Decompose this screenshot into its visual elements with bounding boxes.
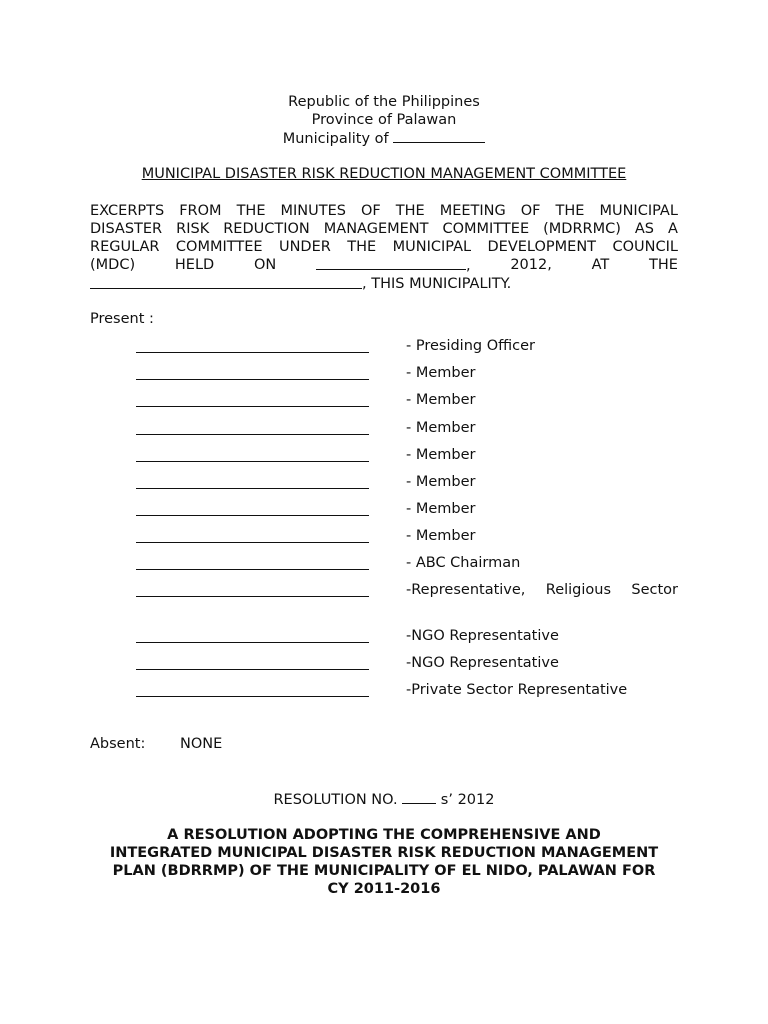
attendee-row (136, 338, 678, 358)
excerpt-paragraph (90, 202, 678, 293)
excerpt-word: FROM (179, 203, 222, 219)
excerpt-word: EXCERPTS (90, 203, 165, 219)
excerpt-word: THE (347, 239, 377, 255)
excerpt-word: THE (236, 203, 266, 219)
signature-line (136, 379, 369, 380)
excerpt-word: (MDC) (90, 257, 136, 273)
signature-line (136, 669, 369, 670)
resolution-title-line-2: INTEGRATED MUNICIPAL DISASTER RISK REDUCTION MANAGEMENT (109, 845, 659, 861)
resolution-number: RESOLUTION NO. s’ 2012 (273, 792, 495, 808)
excerpt-word: DISASTER (90, 221, 163, 237)
excerpt-word: MUNICIPAL (392, 239, 472, 255)
excerpt-word: THE (395, 203, 425, 219)
excerpt-word: MEETING (439, 203, 506, 219)
excerpt-word: MANAGEMENT (323, 221, 429, 237)
absent-line (90, 736, 223, 752)
signature-line (136, 696, 369, 697)
signature-line (136, 542, 369, 543)
header-municipality: Municipality of (90, 129, 678, 148)
excerpt-word: OF (520, 203, 541, 219)
attendee-role: -NGO Representative (406, 628, 559, 644)
role-word: Sector (631, 582, 678, 598)
header-republic: Republic of the Philippines (288, 94, 480, 110)
excerpt-line-1 (90, 202, 678, 220)
excerpt-word: HELD (174, 257, 215, 273)
excerpt-word: UNDER (278, 239, 331, 255)
attendee-row (136, 582, 678, 602)
signature-line (136, 352, 369, 353)
signature-line (136, 434, 369, 435)
signature-line (136, 596, 369, 597)
attendee-role: -Private Sector Representative (406, 682, 628, 698)
attendee-role: -NGO Representative (406, 655, 559, 671)
committee-title: MUNICIPAL DISASTER RISK REDUCTION MANAGEMENT COMMITTEE (141, 166, 627, 182)
excerpt-line-3 (90, 238, 678, 256)
signature-line (136, 406, 369, 407)
excerpt-word: OF (360, 203, 381, 219)
present-label: Present : (90, 311, 154, 327)
resolution-title (90, 826, 678, 898)
signature-line (136, 515, 369, 516)
attendee-role: - Member (406, 501, 476, 517)
attendee-row (136, 447, 678, 467)
attendee-role: - Member (406, 447, 476, 463)
venue-blank (90, 275, 362, 289)
excerpt-word: RISK (176, 221, 210, 237)
signature-line (136, 569, 369, 570)
excerpt-word: 2012, (510, 257, 552, 273)
excerpt-word: COUNCIL (612, 239, 678, 255)
excerpt-word: REDUCTION (223, 221, 310, 237)
attendee-row (136, 528, 678, 548)
absent-label: Absent: (90, 736, 146, 752)
attendee-role: - Member (406, 420, 476, 436)
excerpt-word: MINUTES (280, 203, 346, 219)
excerpt-word: MUNICIPAL (599, 203, 678, 219)
excerpt-word: THE (555, 203, 585, 219)
excerpt-word: (MDRRMC) (543, 221, 621, 237)
resolution-title-line-4: CY 2011-2016 (327, 881, 441, 897)
role-word: -Representative, (406, 582, 526, 598)
date-blank (316, 256, 466, 270)
document-header (90, 93, 678, 148)
attendee-row (136, 628, 678, 648)
excerpt-word: AT (591, 257, 610, 273)
attendee-role: - Member (406, 474, 476, 490)
attendee-role (406, 582, 678, 598)
excerpt-word: ON (253, 257, 277, 273)
role-word: Religious (545, 582, 612, 598)
date-blank-group: , (316, 256, 471, 275)
resolution-title-line-1: A RESOLUTION ADOPTING THE COMPREHENSIVE AND (167, 827, 601, 843)
attendee-row (136, 420, 678, 440)
absent-value: NONE (180, 736, 223, 752)
resolution-number-blank (402, 790, 436, 804)
attendee-row (136, 682, 678, 702)
attendee-role: - ABC Chairman (406, 555, 521, 571)
excerpt-word: AS (634, 221, 655, 237)
attendee-role: - Member (406, 528, 476, 544)
resolution-title-line-3: PLAN (BDRRMP) OF THE MUNICIPALITY OF EL NIDO, PALAWAN FOR (112, 863, 656, 879)
attendee-row (136, 365, 678, 385)
excerpt-word: COMMITTEE (442, 221, 530, 237)
header-province: Province of Palawan (311, 112, 457, 128)
excerpt-word: REGULAR (90, 239, 160, 255)
excerpt-line-5: , THIS MUNICIPALITY. (90, 275, 678, 293)
excerpt-word: COMMITTEE (175, 239, 263, 255)
attendee-row (136, 655, 678, 675)
attendee-role: - Member (406, 392, 476, 408)
signature-line (136, 461, 369, 462)
excerpt-word: DEVELOPMENT (487, 239, 597, 255)
excerpt-word: A (668, 221, 678, 237)
attendee-role: - Member (406, 365, 476, 381)
attendee-row (136, 555, 678, 575)
excerpt-word: THE (648, 257, 678, 273)
attendee-row (136, 474, 678, 494)
signature-line (136, 642, 369, 643)
excerpt-line-4 (90, 256, 678, 275)
municipality-blank (393, 129, 485, 143)
attendee-row (136, 501, 678, 521)
signature-line (136, 488, 369, 489)
attendee-role: - Presiding Officer (406, 338, 535, 354)
attendee-row (136, 392, 678, 412)
excerpt-line-2 (90, 220, 678, 238)
